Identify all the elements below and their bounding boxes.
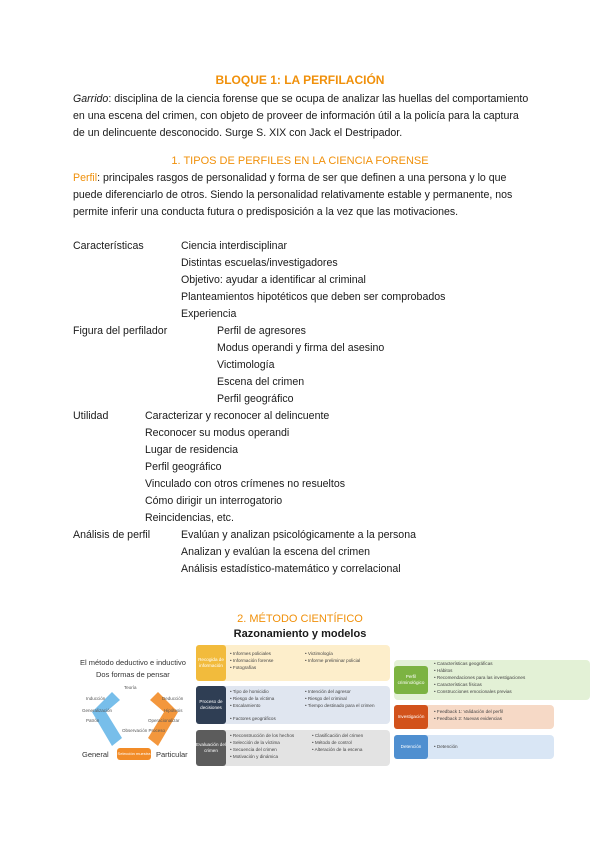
analisis-item: Análisis estadístico-matemático y correlacional bbox=[181, 563, 401, 575]
flow-item: • Informe preliminar policial bbox=[305, 658, 361, 663]
flow-item: • Detención bbox=[434, 744, 458, 749]
section2-heading: 2. MÉTODO CIENTÍFICO bbox=[237, 613, 363, 625]
utilidad-item: Vinculado con otros crímenes no resueltos bbox=[145, 478, 346, 490]
flow-item: • Características físicas bbox=[434, 682, 482, 687]
flow-item: • Factores geográficos bbox=[230, 716, 276, 721]
utilidad-item: Perfil geográfico bbox=[145, 461, 222, 473]
flow-tag-recogida: Recogida de información bbox=[196, 645, 226, 681]
label-observacion: Observación Proceso bbox=[122, 728, 166, 733]
flow-item: • Feedback 1: Validación del perfil bbox=[434, 709, 503, 714]
caracteristicas-item: Objetivo: ayudar a identificar al criminal bbox=[181, 274, 366, 286]
page-title: BLOQUE 1: LA PERFILACIÓN bbox=[215, 73, 385, 87]
figura-item: Victimología bbox=[217, 359, 275, 371]
label-general: General bbox=[82, 750, 109, 759]
caracteristicas-item: Planteamientos hipotéticos que deben ser comprobados bbox=[181, 291, 446, 303]
analisis-label: Análisis de perfil bbox=[73, 529, 151, 541]
flow-item: • Clasificación del crimen bbox=[312, 733, 364, 738]
label-deduccion: Deducción bbox=[162, 696, 184, 701]
label-induccion: Inducción bbox=[86, 696, 106, 701]
flow-tag-investigacion: Investigación bbox=[394, 705, 428, 729]
diagram-subtitle: Dos formas de pensar bbox=[96, 670, 170, 679]
utilidad-label: Utilidad bbox=[73, 410, 109, 422]
analisis-item: Evalúan y analizan psicológicamente a la persona bbox=[181, 529, 416, 541]
flow-tag-decisiones: Proceso de decisiones bbox=[196, 686, 226, 724]
utilidad-item: Lugar de residencia bbox=[145, 444, 239, 456]
badge-seleccion: Selección muestra bbox=[117, 748, 151, 760]
flow-item: • Riesgo del criminal bbox=[305, 696, 347, 701]
caracteristicas-label: Características bbox=[73, 240, 144, 252]
flow-item: • Fotografías bbox=[230, 665, 257, 670]
intro-paragraph bbox=[73, 91, 533, 143]
flow-item: • Feedback 2: Nuevas evidencias bbox=[434, 716, 503, 721]
flow-item: • Escalamiento bbox=[230, 703, 261, 708]
utilidad-item: Cómo dirigir un interrogatorio bbox=[145, 495, 283, 507]
flow-item: • Hábitos bbox=[434, 668, 453, 673]
flow-item: • Construcciones emocionales previas bbox=[434, 689, 512, 694]
label-particular: Particular bbox=[156, 750, 188, 759]
label-patron: Patrón bbox=[86, 718, 100, 723]
flow-item: • Informes policiales bbox=[230, 651, 271, 656]
flow-item: • Características geográficas bbox=[434, 661, 493, 666]
flow-item: • Recomendaciones para las investigaciones bbox=[434, 675, 526, 680]
utilidad-item: Caracterizar y reconocer al delincuente bbox=[145, 410, 330, 422]
flow-item: • Victimología bbox=[305, 651, 333, 656]
flow-tag-perfil: Perfil criminológico bbox=[394, 666, 428, 694]
flow-item: • Intención del agresor bbox=[305, 689, 351, 694]
figura-item: Escena del crimen bbox=[217, 376, 305, 388]
label-teoria: Teoría bbox=[124, 685, 137, 690]
flow-item: • Selección de la víctima bbox=[230, 740, 280, 745]
label-operacionalizar: Operacionalizar bbox=[148, 718, 180, 723]
flow-item: • Reconstrucción de los hechos bbox=[230, 733, 295, 738]
flow-item: • Secuencia del crimen bbox=[230, 747, 277, 752]
section1-heading: 1. TIPOS DE PERFILES EN LA CIENCIA FORENSE bbox=[171, 155, 429, 167]
flow-tag-detencion: Detención bbox=[394, 735, 428, 759]
flow-tag-evaluacion: Evaluación del crimen bbox=[196, 730, 226, 766]
flow-item: • Alteración de la escena bbox=[312, 747, 363, 752]
analisis-item: Analizan y evalúan la escena del crimen bbox=[181, 546, 371, 558]
caracteristicas-item: Ciencia interdisciplinar bbox=[181, 240, 287, 252]
flow-item: • Método de control bbox=[312, 740, 352, 745]
perfil-text: : principales rasgos de personalidad y forma de ser que definen a una persona y lo que puede diferenciarlo de otros. Siendo la personalidad relativamente estable y permanente, nos permite inferir una conducta futura o predisposición a la vez que las motivaciones. bbox=[73, 172, 513, 219]
deductive-inductive-diagram bbox=[70, 650, 200, 770]
section1-paragraph bbox=[73, 170, 533, 222]
figura-item: Perfil de agresores bbox=[217, 325, 306, 337]
figura-item: Perfil geográfico bbox=[217, 393, 294, 405]
label-hipotesis: Hipótesis bbox=[164, 708, 183, 713]
flow-item: • Tiempo destinado para el crimen bbox=[305, 703, 375, 708]
flow-item: • Riesgo de la víctima bbox=[230, 696, 275, 701]
utilidad-item: Reincidencias, etc. bbox=[145, 512, 234, 524]
utilidad-item: Reconocer su modus operandi bbox=[145, 427, 290, 439]
caracteristicas-item: Distintas escuelas/investigadores bbox=[181, 257, 338, 269]
intro-lead: Garrido bbox=[73, 93, 109, 105]
figura-label: Figura del perfilador bbox=[73, 325, 168, 337]
label-generalizacion: Generalización bbox=[82, 708, 113, 713]
caracteristicas-item: Experiencia bbox=[181, 308, 237, 320]
perfil-lead: Perfil bbox=[73, 172, 98, 184]
section2-subheading: Razonamiento y modelos bbox=[233, 628, 367, 640]
figura-item: Modus operandi y firma del asesino bbox=[217, 342, 385, 354]
intro-text: : disciplina de la ciencia forense que se ocupa de analizar las huellas del comportamiento en una escena del crimen, con objeto de proveer de información útil a la policía para la captura de un delincuente desconocido. Surge S. XIX con Jack el Destripador. bbox=[73, 93, 529, 140]
flow-item: • Motivación y dinámica bbox=[230, 754, 279, 759]
flow-item: • Información forense bbox=[230, 658, 274, 663]
flow-item: • Tipo de homicidio bbox=[230, 689, 269, 694]
diagram-title: El método deductivo e inductivo bbox=[80, 658, 186, 667]
